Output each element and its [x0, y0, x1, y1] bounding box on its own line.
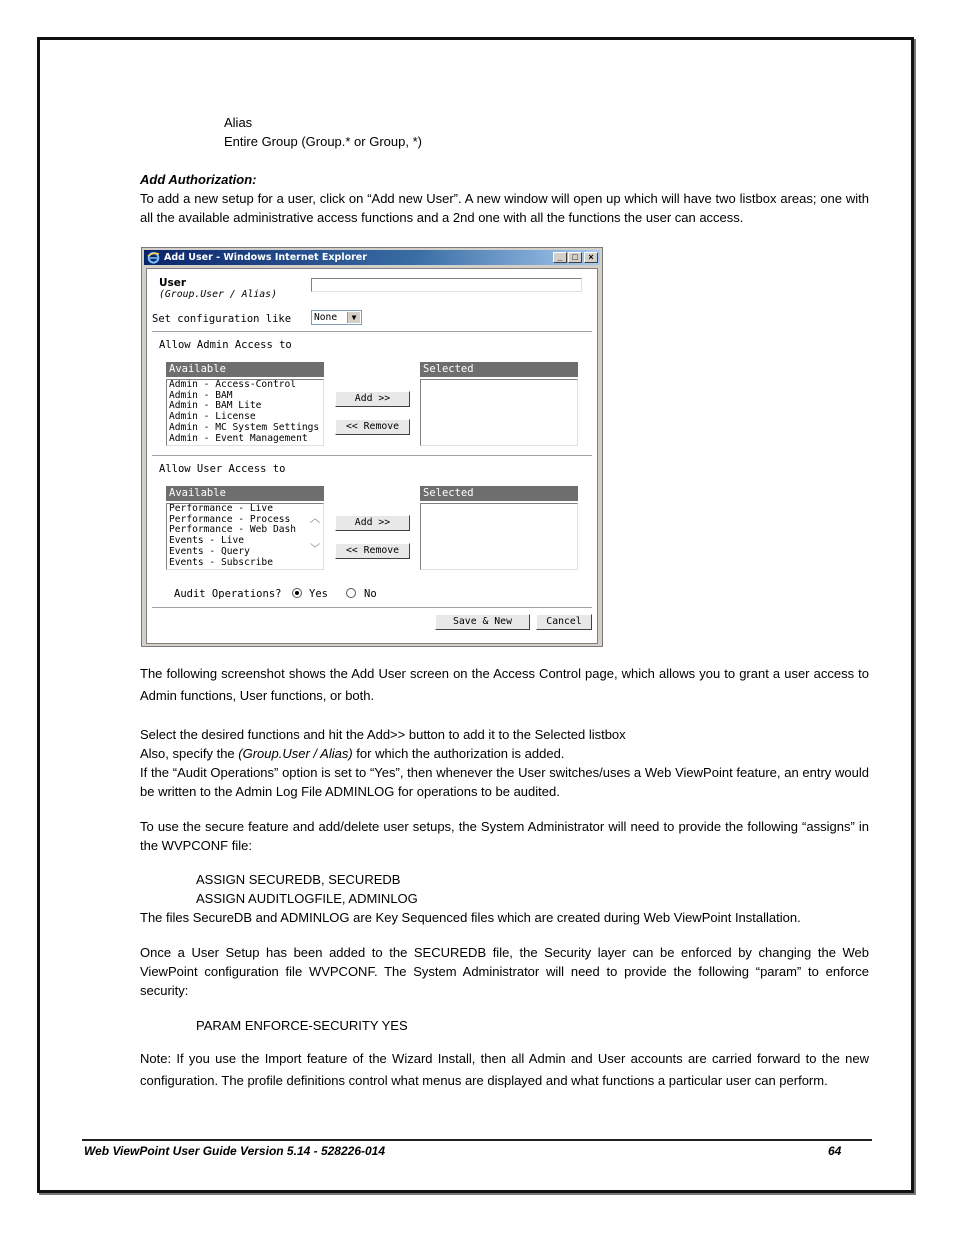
ie-icon — [147, 251, 160, 264]
add-user-dialog — [141, 247, 603, 647]
list-item[interactable]: Performance - Process — [169, 513, 291, 525]
dialog-body — [146, 268, 598, 644]
config-select-value: None — [314, 312, 338, 323]
footer-rule — [82, 1139, 872, 1141]
audit-no-label: No — [364, 588, 377, 600]
paragraph-specify-pre: Also, specify the — [140, 746, 239, 761]
list-item[interactable]: Events - Live — [169, 535, 245, 547]
user-input[interactable] — [311, 278, 582, 292]
paragraph-assigns: To use the secure feature and add/delete user setups, the System Administrator will need to provide the following “assigns” in the WVPCONF file: — [140, 819, 869, 853]
divider — [152, 331, 592, 332]
audit-yes-label: Yes — [309, 588, 328, 600]
maximize-button[interactable]: □ — [568, 252, 582, 263]
admin-remove-button[interactable]: << Remove — [335, 419, 410, 435]
chevron-down-icon: ▼ — [347, 312, 360, 323]
paragraph-screenshot-desc: The following screenshot shows the Add User screen on the Access Control page, which allows you to grant a user access to Admin functions, User functions, or both. — [140, 666, 869, 703]
admin-section-label: Allow Admin Access to — [159, 339, 292, 351]
user-remove-button[interactable]: << Remove — [335, 543, 410, 559]
footer-title: Web ViewPoint User Guide Version 5.14 - 528226-014 — [84, 1144, 386, 1158]
section-heading: Add Authorization: — [140, 172, 257, 187]
intro-paragraph: To add a new setup for a user, click on “Add new User”. A new window will open up which will have two listbox areas; one with all the available administrative access functions and a 2nd one with all the functions the user can access. — [140, 191, 869, 225]
paragraph-select-functions: Select the desired functions and hit the Add>> button to add it to the Selected listbox — [140, 727, 626, 742]
listbox-scrollbar[interactable] — [308, 505, 322, 568]
user-hint: (Group.User / Alias) — [159, 289, 277, 300]
cancel-button[interactable]: Cancel — [536, 614, 592, 630]
user-available-listbox[interactable] — [166, 503, 324, 570]
user-label: User — [159, 277, 187, 289]
list-item[interactable]: Performance - Live — [169, 503, 273, 514]
save-new-button[interactable]: Save & New — [435, 614, 530, 630]
admin-selected-header: Selected — [420, 362, 578, 377]
close-button[interactable]: × — [584, 252, 598, 263]
paragraph-specify — [140, 744, 564, 763]
user-add-button[interactable]: Add >> — [335, 515, 410, 531]
chevron-up-icon[interactable]: ︿ — [310, 514, 320, 525]
admin-available-listbox[interactable] — [166, 379, 324, 446]
list-item[interactable]: Admin - Access-Control — [169, 379, 297, 390]
paragraph-specify-em: (Group.User / Alias) — [238, 746, 353, 761]
dialog-titlebar — [144, 250, 600, 265]
user-selected-listbox[interactable] — [420, 503, 578, 570]
page-number: 64 — [828, 1144, 842, 1158]
user-available-header: Available — [166, 486, 324, 501]
divider — [152, 455, 592, 456]
admin-add-button[interactable]: Add >> — [335, 391, 410, 407]
audit-no-radio[interactable] — [346, 588, 356, 598]
minimize-button[interactable]: _ — [553, 252, 567, 263]
admin-available-header: Available — [166, 362, 324, 377]
config-label: Set configuration like — [152, 313, 292, 325]
paragraph-audit: If the “Audit Operations” option is set to “Yes”, then whenever the User switches/uses a Web ViewPoint feature, an entry would be written to the Admin Log File ADMINLOG for operations to be audited. — [140, 765, 869, 799]
param-enforce-security: PARAM ENFORCE-SECURITY YES — [196, 1018, 408, 1033]
list-item[interactable]: Admin - BAM — [169, 389, 233, 401]
paragraph-enforce: Once a User Setup has been added to the SECUREDB file, the Security layer can be enforced by changing the Web ViewPoint configuration file WVPCONF. The System Administrator will need to provide the following “param” to enforce security: — [140, 945, 869, 998]
assign-auditlogfile: ASSIGN AUDITLOGFILE, ADMINLOG — [196, 891, 418, 906]
paragraph-specify-post: for which the authorization is added. — [352, 746, 565, 761]
list-item[interactable]: Admin - Event Management — [169, 432, 308, 444]
config-select[interactable] — [311, 310, 362, 325]
list-item-entire-group: Entire Group (Group.* or Group, *) — [224, 134, 422, 149]
list-item[interactable]: Events - Query — [169, 545, 250, 557]
list-item[interactable]: Admin - License — [169, 411, 256, 423]
admin-selected-listbox[interactable] — [420, 379, 578, 446]
user-section-label: Allow User Access to — [159, 463, 286, 475]
list-item[interactable]: Events - Subscribe — [169, 556, 273, 568]
audit-yes-radio[interactable] — [292, 588, 302, 598]
list-item[interactable]: Admin - BAM Lite — [169, 400, 262, 412]
user-selected-header: Selected — [420, 486, 578, 501]
audit-label: Audit Operations? — [174, 588, 282, 600]
list-item[interactable]: Performance - Web Dash — [169, 524, 297, 536]
list-item-alias: Alias — [224, 115, 253, 130]
dialog-title: Add User - Windows Internet Explorer — [164, 252, 367, 263]
assign-securedb: ASSIGN SECUREDB, SECUREDB — [196, 872, 401, 887]
divider — [152, 607, 592, 608]
chevron-down-icon[interactable]: ﹀ — [310, 544, 320, 555]
paragraph-files: The files SecureDB and ADMINLOG are Key Sequenced files which are created during Web ViewPoint Installation. — [140, 910, 801, 925]
paragraph-note: Note: If you use the Import feature of the Wizard Install, then all Admin and User accounts are carried forward to the new configuration. The profile definitions control what menus are displayed and what functions a particular user can perform. — [140, 1051, 869, 1088]
list-item[interactable]: Admin - MC System Settings — [169, 421, 320, 433]
